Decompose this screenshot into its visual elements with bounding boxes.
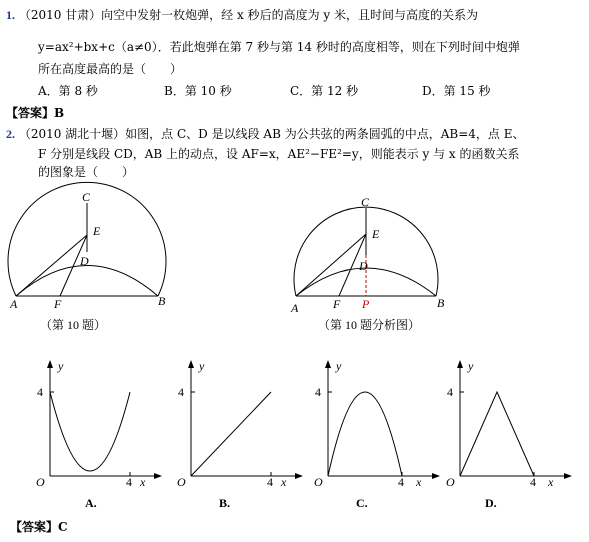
q1-option-a: A．第 8 秒: [38, 84, 98, 98]
q1-option-d: D．第 15 秒: [422, 84, 491, 98]
q2-line2: F 分别是线段 CD，AB 上的动点，设 AF=x，AE²−FE²=y，则能表示 y 与 x 的函数关系: [38, 147, 520, 161]
q1-text-line1: （2010 甘肃）向空中发射一枚炮弹，经 x 秒后的高度为 y 米，且时间与高度的关系为: [18, 8, 478, 22]
x-tick-label: 4: [398, 475, 404, 489]
y-label: y: [199, 359, 205, 373]
label-b: B: [158, 294, 166, 308]
y-arrow: [457, 360, 463, 368]
q1-line1: [6, 8, 478, 22]
line-b: [191, 392, 271, 476]
x-arrow: [432, 473, 440, 479]
y-tick-label: 4: [315, 385, 321, 399]
q1-line2: y=ax²+bx+c（a≠0）．若此炮弹在第 7 秒与第 14 秒时的高度相等，则在下列时间中炮弹: [38, 40, 520, 54]
origin-label: O: [446, 475, 455, 489]
label-c: C: [361, 195, 370, 209]
graph-d-letter: D.: [485, 496, 497, 510]
graph-a-letter: A.: [85, 496, 97, 510]
y-tick-label: 4: [37, 385, 43, 399]
origin-label: O: [36, 475, 45, 489]
label-a: A: [10, 297, 18, 311]
label-d: D: [359, 259, 368, 273]
q2-answer: 【答案】C: [10, 520, 68, 534]
y-arrow: [47, 360, 53, 368]
line-d: [460, 392, 534, 476]
graph-c: [312, 360, 442, 500]
x-tick-label: 4: [530, 475, 536, 489]
label-f: F: [333, 297, 341, 311]
label-e: E: [372, 227, 380, 241]
figure-10: [10, 190, 180, 311]
q1-number: 1.: [6, 8, 15, 22]
origin-label: O: [314, 475, 323, 489]
graph-c-letter: C.: [356, 496, 368, 510]
y-label: y: [58, 359, 64, 373]
graph-a: [34, 360, 164, 500]
y-arrow: [325, 360, 331, 368]
figure-10-analysis: [291, 195, 461, 315]
x-label: x: [416, 475, 422, 489]
q2-line3: 的图象是（ ）: [38, 165, 135, 179]
x-label: x: [281, 475, 287, 489]
label-p: P: [362, 297, 370, 311]
graph-d: [444, 360, 574, 500]
label-f: F: [54, 297, 62, 311]
x-arrow: [295, 473, 303, 479]
curve-c: [328, 392, 402, 476]
graph-b-letter: B.: [219, 496, 231, 510]
x-tick-label: 4: [126, 475, 132, 489]
segment-ae: [296, 234, 366, 296]
figure-10-analysis-caption: （第 10 题分析图）: [318, 318, 421, 332]
label-a: A: [291, 301, 299, 315]
label-c: C: [82, 190, 91, 204]
q2-number: 2.: [6, 127, 15, 141]
curve-a: [50, 392, 130, 471]
label-e: E: [93, 224, 101, 238]
x-tick-label: 4: [267, 475, 273, 489]
q1-line3: 所在高度最高的是（ ）: [38, 62, 183, 76]
x-label: x: [140, 475, 146, 489]
origin-label: O: [177, 475, 186, 489]
y-arrow: [188, 360, 194, 368]
label-d: D: [80, 254, 89, 268]
y-label: y: [336, 359, 342, 373]
q2-line1: [6, 127, 524, 141]
q1-option-c: C．第 12 秒: [290, 84, 359, 98]
inner-arc: [16, 266, 158, 297]
q2-text-line1: （2010 湖北十堰）如图，点 C、D 是以线段 AB 为公共弦的两条圆弧的中点，AB=4，点 E、: [18, 127, 525, 141]
y-tick-label: 4: [447, 385, 453, 399]
y-tick-label: 4: [178, 385, 184, 399]
q1-answer: 【答案】B: [6, 106, 65, 120]
figure-10-caption: （第 10 题）: [40, 318, 107, 332]
x-arrow: [564, 473, 572, 479]
label-b: B: [437, 296, 445, 310]
y-label: y: [468, 359, 474, 373]
graph-b: [175, 360, 305, 500]
segment-ae: [16, 235, 87, 296]
x-arrow: [154, 473, 162, 479]
q1-option-b: B．第 10 秒: [164, 84, 232, 98]
x-label: x: [548, 475, 554, 489]
